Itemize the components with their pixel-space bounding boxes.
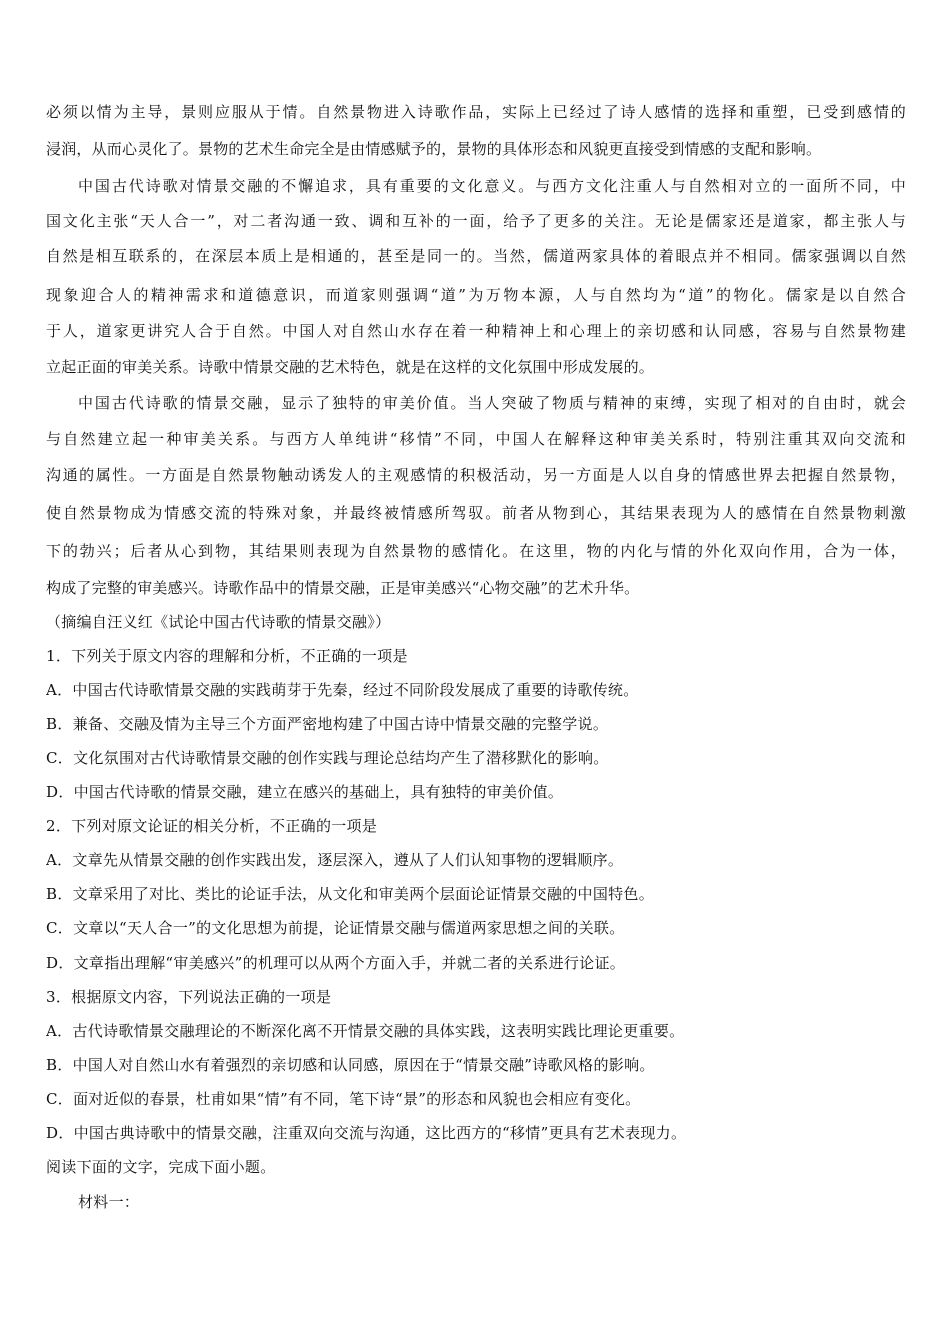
- question-option: C．面对近似的春景，杜甫如果“情”有不同，笔下诗“景”的形态和风貌也会相应有变化。: [46, 1090, 641, 1108]
- section-instruction: 阅读下面的文字，完成下面小题。: [46, 1158, 276, 1176]
- passage-line: 下的勃兴；后者从心到物，其结果则表现为自然景物的感情化。在这里，物的内化与情的外化双向作用，合为一体，: [46, 542, 906, 560]
- passage-line: 国文化主张“天人合一”，对二者沟通一致、调和互补的一面，给予了更多的关注。无论是儒家还是道家，都主张人与: [46, 212, 906, 230]
- question-option: C．文章以“天人合一”的文化思想为前提，论证情景交融与儒道两家思想之间的关联。: [46, 919, 625, 937]
- passage-line: 立起正面的审美关系。诗歌中情景交融的艺术特色，就是在这样的文化氛围中形成发展的。: [46, 358, 655, 376]
- question-option: B．文章采用了对比、类比的论证手法，从文化和审美两个层面论证情景交融的中国特色。: [46, 885, 655, 903]
- passage-line: 中国古代诗歌的情景交融，显示了独特的审美价值。当人突破了物质与精神的束缚，实现了相对的自由时，就会: [78, 394, 906, 412]
- passage-line: 与自然建立起一种审美关系。与西方人单纯讲“移情”不同，中国人在解释这种审美关系时，特别注重其双向交流和: [46, 430, 906, 448]
- question-option: A．中国古代诗歌情景交融的实践萌芽于先秦，经过不同阶段发展成了重要的诗歌传统。: [46, 681, 639, 699]
- question-option: B．中国人对自然山水有着强烈的亲切感和认同感，原因在于“情景交融”诗歌风格的影响。: [46, 1056, 655, 1074]
- question-option: A．古代诗歌情景交融理论的不断深化离不开情景交融的具体实践，这表明实践比理论更重要。: [46, 1022, 685, 1040]
- passage-line: 中国古代诗歌对情景交融的不懈追求，具有重要的文化意义。与西方文化注重人与自然相对立的一面所不同，中: [78, 177, 906, 195]
- passage-line: 构成了完整的审美感兴。诗歌作品中的情景交融，正是审美感兴“心物交融”的艺术升华。: [46, 579, 640, 597]
- passage-line: 自然是相互联系的，在深层本质上是相通的，甚至是同一的。当然，儒道两家具体的着眼点并不相同。儒家强调以自然: [46, 247, 906, 265]
- question-option: C．文化氛围对古代诗歌情景交融的创作实践与理论总结均产生了潜移默化的影响。: [46, 749, 609, 767]
- material-label: 材料一：: [78, 1193, 140, 1211]
- passage-line: 现象迎合人的精神需求和道德意识，而道家则强调“道”为万物本源，人与自然均为“道”的物化。儒家是以自然合: [46, 286, 906, 304]
- question-option: A．文章先从情景交融的创作实践出发，逐层深入，遵从了人们认知事物的逻辑顺序。: [46, 851, 624, 869]
- question-option: D．文章指出理解“审美感兴”的机理可以从两个方面入手，并就二者的关系进行论证。: [46, 954, 626, 972]
- passage-line: 浸润，从而心灵化了。景物的艺术生命完全是由情感赋予的，景物的具体形态和风貌更直接受到情感的支配和影响。: [46, 140, 822, 158]
- passage-line: 使自然景物成为情感交流的特殊对象，并最终被情感所驾驭。前者从物到心，其结果表现为人的感情在自然景物刺激: [46, 504, 906, 522]
- question-stem: 3．根据原文内容，下列说法正确的一项是: [46, 988, 332, 1006]
- passage-line: 沟通的属性。一方面是自然景物触动诱发人的主观感情的积极活动，另一方面是人以自身的情感世界去把握自然景物，: [46, 466, 906, 484]
- question-stem: 1．下列关于原文内容的理解和分析，不正确的一项是: [46, 647, 408, 665]
- question-option: B．兼备、交融及情为主导三个方面严密地构建了中国古诗中情景交融的完整学说。: [46, 715, 609, 733]
- passage-line: 必须以情为主导，景则应服从于情。自然景物进入诗歌作品，实际上已经过了诗人感情的选择和重塑，已受到感情的: [46, 103, 906, 121]
- question-stem: 2．下列对原文论证的相关分析，不正确的一项是: [46, 817, 378, 835]
- passage-line: 于人，道家更讲究人合于自然。中国人对自然山水存在着一种精神上和心理上的亲切感和认同感，容易与自然景物建: [46, 322, 906, 340]
- question-option: D．中国古代诗歌的情景交融，建立在感兴的基础上，具有独特的审美价值。: [46, 783, 564, 801]
- question-option: D．中国古典诗歌中的情景交融，注重双向交流与沟通，这比西方的“移情”更具有艺术表现力。: [46, 1124, 687, 1142]
- passage-source: （摘编自汪义红《试论中国古代诗歌的情景交融》）: [46, 613, 391, 631]
